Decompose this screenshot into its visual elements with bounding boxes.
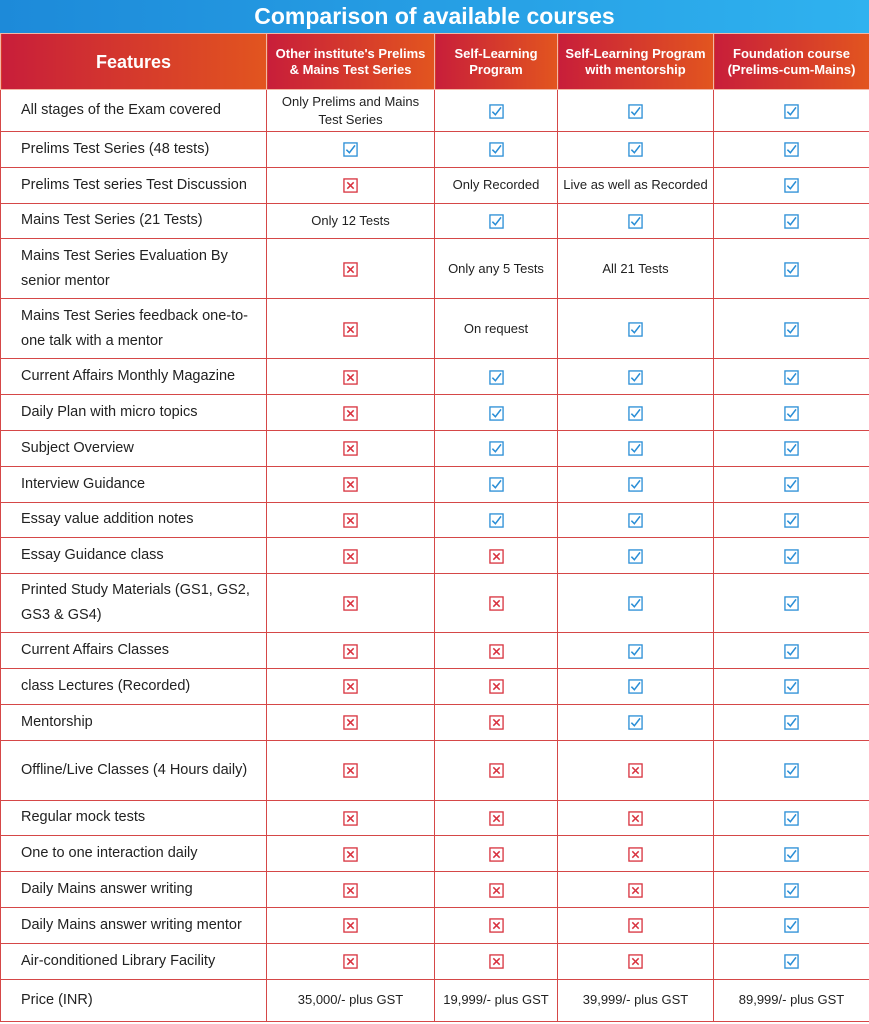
checkbox-checked-icon: [784, 104, 799, 119]
checkbox-cross-icon: [489, 763, 504, 778]
checkbox-cross-icon: [343, 441, 358, 456]
checkbox-checked-icon: [784, 763, 799, 778]
checkbox-checked-icon: [628, 644, 643, 659]
checkbox-cross-icon: [489, 918, 504, 933]
checkbox-cross-icon: [343, 679, 358, 694]
checkbox-checked-icon: [628, 477, 643, 492]
checkbox-cross-icon: [489, 883, 504, 898]
cell-cross: [267, 836, 435, 872]
checkbox-checked-icon: [343, 142, 358, 157]
cell-check: [714, 836, 869, 872]
feature-label: Daily Mains answer writing mentor: [1, 907, 267, 943]
cell-check: [558, 132, 714, 168]
checkbox-cross-icon: [489, 549, 504, 564]
checkbox-cross-icon: [489, 811, 504, 826]
cell-cross: [267, 633, 435, 669]
table-row: [1, 132, 869, 168]
cell-check: [714, 203, 869, 239]
feature-label: Mentorship: [1, 704, 267, 740]
table-row: [1, 239, 869, 299]
cell-cross: [267, 239, 435, 299]
checkbox-cross-icon: [628, 763, 643, 778]
cell-check: [714, 943, 869, 979]
feature-label: Essay value addition notes: [1, 502, 267, 538]
cell-check: [558, 704, 714, 740]
checkbox-cross-icon: [489, 596, 504, 611]
table-row: [1, 836, 869, 872]
checkbox-cross-icon: [489, 954, 504, 969]
cell-cross: [435, 574, 558, 633]
table-row: [1, 167, 869, 203]
cell-text: Only any 5 Tests: [435, 239, 558, 299]
cell-check: [435, 466, 558, 502]
cell-check: [435, 359, 558, 395]
cell-text: On request: [435, 299, 558, 359]
header-self-learning-mentorship: Self-Learning Program with mentorship: [558, 34, 714, 90]
table-row: [1, 740, 869, 800]
checkbox-cross-icon: [489, 847, 504, 862]
table-row: [1, 633, 869, 669]
cell-check: [714, 132, 869, 168]
cell-cross: [267, 466, 435, 502]
cell-cross: [558, 836, 714, 872]
checkbox-cross-icon: [343, 918, 358, 933]
checkbox-checked-icon: [628, 596, 643, 611]
header-foundation-course: Foundation course (Prelims-cum-Mains): [714, 34, 869, 90]
cell-cross: [267, 943, 435, 979]
checkbox-cross-icon: [343, 596, 358, 611]
page-title: Comparison of available courses: [0, 0, 869, 33]
checkbox-checked-icon: [784, 679, 799, 694]
checkbox-checked-icon: [784, 406, 799, 421]
cell-cross: [267, 668, 435, 704]
checkbox-checked-icon: [784, 883, 799, 898]
checkbox-cross-icon: [343, 715, 358, 730]
cell-check: [714, 907, 869, 943]
cell-check: [435, 395, 558, 431]
table-row: [1, 90, 869, 132]
checkbox-checked-icon: [784, 214, 799, 229]
cell-check: [714, 800, 869, 836]
cell-text: 19,999/- plus GST: [435, 979, 558, 1021]
cell-text: Live as well as Recorded: [558, 167, 714, 203]
checkbox-cross-icon: [628, 954, 643, 969]
cell-check: [714, 466, 869, 502]
cell-cross: [267, 704, 435, 740]
table-row: [1, 907, 869, 943]
feature-label: Prelims Test series Test Discussion: [1, 167, 267, 203]
cell-cross: [558, 800, 714, 836]
cell-cross: [267, 574, 435, 633]
cell-cross: [558, 943, 714, 979]
feature-label: All stages of the Exam covered: [1, 90, 267, 132]
checkbox-checked-icon: [628, 370, 643, 385]
checkbox-cross-icon: [343, 178, 358, 193]
checkbox-checked-icon: [784, 549, 799, 564]
table-row: [1, 872, 869, 908]
cell-cross: [267, 907, 435, 943]
feature-label: Price (INR): [1, 979, 267, 1021]
feature-label: Mains Test Series Evaluation By senior mentor: [1, 239, 267, 299]
cell-text: Only Recorded: [435, 167, 558, 203]
feature-label: Interview Guidance: [1, 466, 267, 502]
table-row: [1, 574, 869, 633]
header-features: Features: [1, 34, 267, 90]
checkbox-checked-icon: [489, 513, 504, 528]
checkbox-cross-icon: [489, 715, 504, 730]
checkbox-checked-icon: [784, 954, 799, 969]
header-row: [1, 34, 869, 90]
checkbox-cross-icon: [343, 477, 358, 492]
cell-check: [435, 430, 558, 466]
cell-cross: [267, 299, 435, 359]
cell-cross: [267, 800, 435, 836]
cell-cross: [267, 430, 435, 466]
table-row: [1, 430, 869, 466]
checkbox-cross-icon: [343, 406, 358, 421]
cell-cross: [267, 167, 435, 203]
cell-check: [558, 395, 714, 431]
checkbox-cross-icon: [628, 918, 643, 933]
checkbox-cross-icon: [628, 847, 643, 862]
checkbox-checked-icon: [628, 549, 643, 564]
cell-check: [714, 299, 869, 359]
checkbox-checked-icon: [489, 142, 504, 157]
cell-cross: [435, 740, 558, 800]
cell-cross: [435, 943, 558, 979]
cell-check: [714, 90, 869, 132]
checkbox-checked-icon: [628, 406, 643, 421]
cell-cross: [267, 502, 435, 538]
feature-label: Subject Overview: [1, 430, 267, 466]
checkbox-cross-icon: [343, 811, 358, 826]
checkbox-checked-icon: [784, 596, 799, 611]
table-row: [1, 359, 869, 395]
header-other-institute: Other institute's Prelims & Mains Test Series: [267, 34, 435, 90]
checkbox-checked-icon: [489, 477, 504, 492]
checkbox-checked-icon: [784, 322, 799, 337]
checkbox-checked-icon: [784, 477, 799, 492]
checkbox-checked-icon: [784, 142, 799, 157]
feature-label: Regular mock tests: [1, 800, 267, 836]
checkbox-checked-icon: [784, 262, 799, 277]
cell-check: [714, 633, 869, 669]
checkbox-cross-icon: [343, 322, 358, 337]
cell-check: [714, 740, 869, 800]
feature-label: Daily Plan with micro topics: [1, 395, 267, 431]
cell-text: Only 12 Tests: [267, 203, 435, 239]
checkbox-checked-icon: [628, 679, 643, 694]
checkbox-checked-icon: [784, 847, 799, 862]
cell-check: [558, 203, 714, 239]
checkbox-checked-icon: [489, 441, 504, 456]
comparison-table: [0, 33, 869, 1022]
cell-text: Only Prelims and Mains Test Series: [267, 90, 435, 132]
checkbox-cross-icon: [343, 954, 358, 969]
table-row: [1, 979, 869, 1021]
cell-check: [714, 430, 869, 466]
table-row: [1, 466, 869, 502]
feature-label: One to one interaction daily: [1, 836, 267, 872]
feature-label: Printed Study Materials (GS1, GS2, GS3 & GS4): [1, 574, 267, 633]
checkbox-cross-icon: [343, 883, 358, 898]
cell-check: [558, 90, 714, 132]
cell-cross: [435, 872, 558, 908]
table-row: [1, 800, 869, 836]
cell-check: [558, 299, 714, 359]
table-row: [1, 203, 869, 239]
cell-check: [714, 359, 869, 395]
feature-label: Offline/Live Classes (4 Hours daily): [1, 740, 267, 800]
checkbox-checked-icon: [784, 370, 799, 385]
header-self-learning: Self-Learning Program: [435, 34, 558, 90]
cell-check: [558, 502, 714, 538]
cell-check: [558, 430, 714, 466]
checkbox-checked-icon: [489, 214, 504, 229]
checkbox-checked-icon: [489, 104, 504, 119]
cell-check: [558, 574, 714, 633]
cell-cross: [267, 538, 435, 574]
cell-check: [435, 502, 558, 538]
cell-cross: [435, 538, 558, 574]
checkbox-checked-icon: [784, 811, 799, 826]
cell-check: [558, 359, 714, 395]
checkbox-checked-icon: [784, 178, 799, 193]
cell-text: 89,999/- plus GST: [714, 979, 869, 1021]
checkbox-checked-icon: [784, 715, 799, 730]
cell-check: [714, 239, 869, 299]
cell-cross: [558, 907, 714, 943]
table-row: [1, 704, 869, 740]
cell-cross: [267, 872, 435, 908]
checkbox-checked-icon: [628, 104, 643, 119]
checkbox-checked-icon: [628, 142, 643, 157]
checkbox-checked-icon: [784, 513, 799, 528]
checkbox-checked-icon: [784, 441, 799, 456]
cell-cross: [267, 359, 435, 395]
cell-cross: [558, 740, 714, 800]
checkbox-cross-icon: [343, 262, 358, 277]
feature-label: Current Affairs Monthly Magazine: [1, 359, 267, 395]
cell-check: [714, 668, 869, 704]
checkbox-checked-icon: [784, 918, 799, 933]
table-row: [1, 943, 869, 979]
cell-check: [714, 704, 869, 740]
cell-cross: [435, 668, 558, 704]
feature-label: class Lectures (Recorded): [1, 668, 267, 704]
cell-text: 39,999/- plus GST: [558, 979, 714, 1021]
cell-check: [714, 502, 869, 538]
checkbox-checked-icon: [628, 513, 643, 528]
table-row: [1, 668, 869, 704]
cell-cross: [435, 800, 558, 836]
feature-label: Current Affairs Classes: [1, 633, 267, 669]
checkbox-checked-icon: [628, 715, 643, 730]
table-row: [1, 538, 869, 574]
checkbox-cross-icon: [343, 549, 358, 564]
cell-cross: [435, 704, 558, 740]
checkbox-cross-icon: [628, 883, 643, 898]
checkbox-cross-icon: [489, 679, 504, 694]
table-row: [1, 395, 869, 431]
checkbox-checked-icon: [489, 406, 504, 421]
checkbox-checked-icon: [628, 214, 643, 229]
feature-label: Mains Test Series (21 Tests): [1, 203, 267, 239]
feature-label: Mains Test Series feedback one-to-one talk with a mentor: [1, 299, 267, 359]
cell-cross: [435, 907, 558, 943]
cell-cross: [435, 633, 558, 669]
cell-check: [558, 466, 714, 502]
checkbox-cross-icon: [489, 644, 504, 659]
cell-check: [558, 538, 714, 574]
checkbox-cross-icon: [343, 644, 358, 659]
cell-check: [558, 633, 714, 669]
cell-check: [714, 167, 869, 203]
checkbox-cross-icon: [343, 763, 358, 778]
cell-cross: [267, 740, 435, 800]
cell-check: [714, 574, 869, 633]
cell-check: [267, 132, 435, 168]
checkbox-cross-icon: [343, 370, 358, 385]
cell-text: All 21 Tests: [558, 239, 714, 299]
feature-label: Daily Mains answer writing: [1, 872, 267, 908]
feature-label: Prelims Test Series (48 tests): [1, 132, 267, 168]
table-row: [1, 502, 869, 538]
cell-cross: [435, 836, 558, 872]
checkbox-cross-icon: [343, 513, 358, 528]
feature-label: Essay Guidance class: [1, 538, 267, 574]
cell-check: [714, 538, 869, 574]
cell-cross: [267, 395, 435, 431]
cell-text: 35,000/- plus GST: [267, 979, 435, 1021]
checkbox-checked-icon: [784, 644, 799, 659]
cell-check: [558, 668, 714, 704]
cell-check: [714, 872, 869, 908]
cell-check: [435, 203, 558, 239]
cell-cross: [558, 872, 714, 908]
checkbox-checked-icon: [489, 370, 504, 385]
checkbox-checked-icon: [628, 441, 643, 456]
checkbox-cross-icon: [343, 847, 358, 862]
cell-check: [435, 132, 558, 168]
cell-check: [435, 90, 558, 132]
feature-label: Air-conditioned Library Facility: [1, 943, 267, 979]
table-row: [1, 299, 869, 359]
checkbox-checked-icon: [628, 322, 643, 337]
checkbox-cross-icon: [628, 811, 643, 826]
cell-check: [714, 395, 869, 431]
